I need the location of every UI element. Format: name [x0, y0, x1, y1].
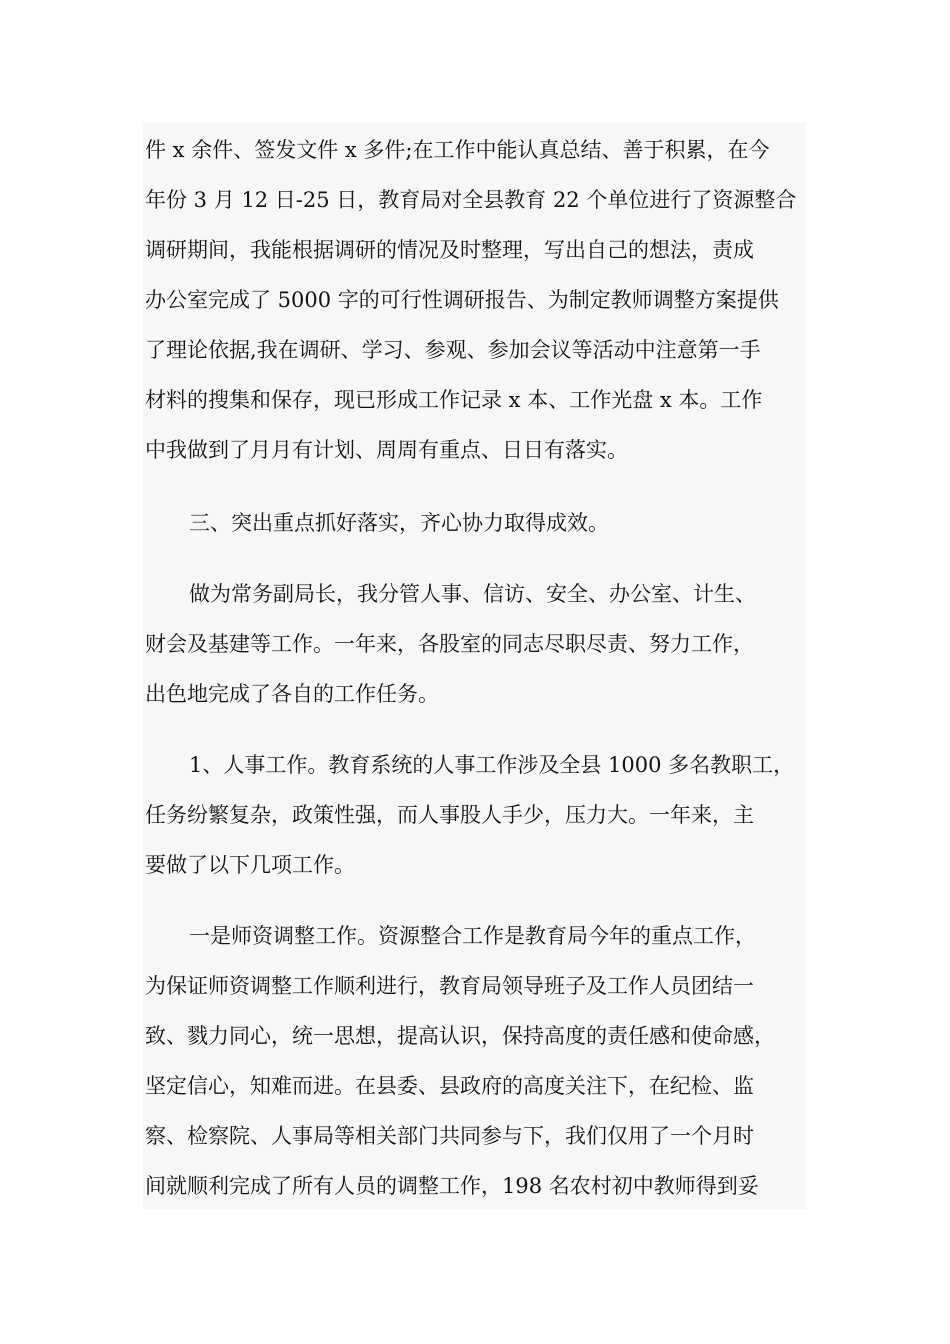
- text-line: 察、检察院、人事局等相关部门共同参与下，我们仅用了一个月时: [145, 1124, 754, 1148]
- text-line: 办公室完成了 5000 字的可行性调研报告、为制定教师调整方案提供: [145, 288, 779, 312]
- text-line: 做为常务副局长，我分管人事、信访、安全、办公室、计生、: [189, 582, 756, 606]
- text-line: 一是师资调整工作。资源整合工作是教育局今年的重点工作，: [189, 924, 756, 948]
- text-line: 年份 3 月 12 日-25 日，教育局对全县教育 22 个单位进行了资源整合: [145, 188, 797, 212]
- text-line: 致、戮力同心，统一思想，提高认识，保持高度的责任感和使命感，: [145, 1024, 775, 1048]
- text-line: 出色地完成了各自的工作任务。: [145, 682, 439, 706]
- text-line: 坚定信心，知难而进。在县委、县政府的高度关注下，在纪检、监: [145, 1074, 754, 1098]
- text-line: 间就顺利完成了所有人员的调整工作，198 名农村初中教师得到妥: [145, 1174, 759, 1198]
- text-line: 材料的搜集和保存，现已形成工作记录 x 本、工作光盘 x 本。工作: [145, 388, 763, 412]
- text-line: 中我做到了月月有计划、周周有重点、日日有落实。: [145, 438, 628, 462]
- text-line: 财会及基建等工作。一年来，各股室的同志尽职尽责、努力工作，: [145, 632, 754, 656]
- text-line: 任务纷繁复杂，政策性强，而人事股人手少，压力大。一年来，主: [145, 803, 754, 827]
- text-line: 1、人事工作。教育系统的人事工作涉及全县 1000 多名教职工，: [189, 753, 795, 777]
- text-line: 要做了以下几项工作。: [145, 853, 355, 877]
- text-line: 了理论依据,我在调研、学习、参观、参加会议等活动中注意第一手: [145, 338, 761, 362]
- text-line: 件 x 余件、签发文件 x 多件;在工作中能认真总结、善于积累，在今: [145, 138, 770, 162]
- section-heading: 三、突出重点抓好落实，齐心协力取得成效。: [189, 511, 609, 535]
- text-line: 为保证师资调整工作顺利进行，教育局领导班子及工作人员团结一: [145, 974, 754, 998]
- text-line: 调研期间，我能根据调研的情况及时整理，写出自己的想法，责成: [145, 238, 754, 262]
